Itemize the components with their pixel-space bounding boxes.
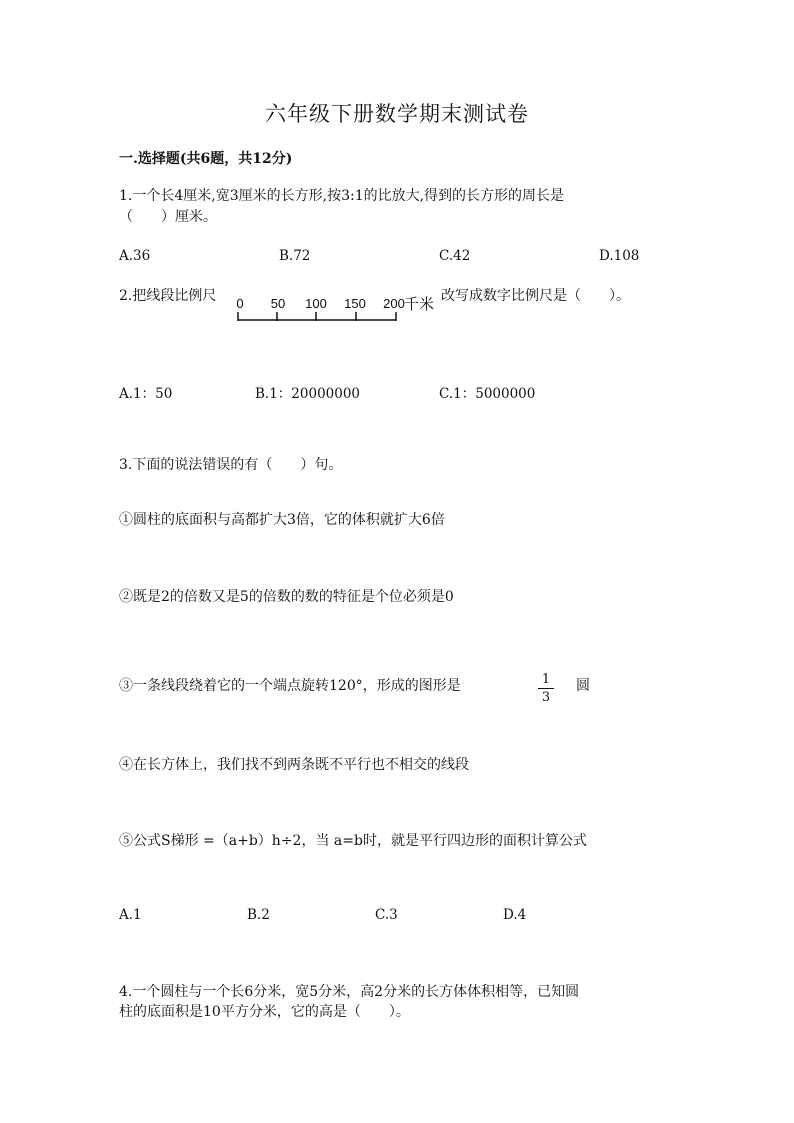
q1-option-d: D.108 bbox=[599, 248, 640, 264]
scale-label-0: 0 bbox=[236, 296, 244, 311]
statement-5: ⑤公式S梯形 =（a+b）h÷2，当 a=b时，就是平行四边形的面积计算公式 bbox=[119, 833, 587, 849]
scale-label-200: 200 bbox=[383, 296, 405, 311]
question-4-line-1: 4.一个圆柱与一个长6分米，宽5分米，高2分米的长方体体积相等，已知圆 bbox=[119, 984, 580, 1000]
question-1-line-2: （ ）厘米。 bbox=[119, 209, 217, 225]
q3-option-c: C.3 bbox=[375, 907, 398, 923]
q3-option-b: B.2 bbox=[247, 907, 270, 923]
scale-label-100: 100 bbox=[305, 296, 327, 311]
question-2-suffix: 改写成数字比例尺是（ ）。 bbox=[441, 288, 630, 304]
question-4-line-2: 柱的底面积是10平方分米，它的高是（ ）。 bbox=[119, 1004, 410, 1020]
q2-option-c: C.1：5000000 bbox=[439, 386, 536, 402]
section-heading: 一.选择题(共6题，共12分) bbox=[119, 151, 293, 167]
question-3-stem: 3.下面的说法错误的有（ ）句。 bbox=[119, 457, 343, 473]
fraction-bar bbox=[538, 688, 554, 689]
q3-option-d: D.4 bbox=[503, 907, 527, 923]
line-scale-diagram bbox=[234, 292, 446, 326]
q1-option-c: C.42 bbox=[439, 248, 471, 264]
scale-unit: 千米 bbox=[404, 296, 435, 313]
q2-option-b: B.1：20000000 bbox=[255, 386, 361, 402]
statement-1: ①圆柱的底面积与高都扩大3倍，它的体积就扩大6倍 bbox=[119, 512, 445, 528]
q3-option-a: A.1 bbox=[119, 907, 142, 923]
question-1-line-1: 1.一个长4厘米,宽3厘米的长方形,按3:1的比放大,得到的长方形的周长是 bbox=[119, 188, 565, 204]
scale-label-50: 50 bbox=[270, 296, 286, 311]
statement-3-end: 圆 bbox=[576, 678, 590, 694]
statement-4: ④在长方体上，我们找不到两条既不平行也不相交的线段 bbox=[119, 757, 469, 773]
q1-option-b: B.72 bbox=[279, 248, 311, 264]
page-title: 六年级下册数学期末测试卷 bbox=[265, 102, 529, 126]
scale-bar bbox=[238, 312, 396, 321]
question-2-prefix: 2.把线段比例尺 bbox=[119, 288, 217, 304]
q1-option-a: A.36 bbox=[119, 248, 151, 264]
fraction-numerator: 1 bbox=[541, 672, 551, 687]
fraction-denominator: 3 bbox=[541, 690, 551, 705]
scale-label-150: 150 bbox=[344, 296, 366, 311]
statement-3: ③一条线段绕着它的一个端点旋转120°，形成的图形是 bbox=[119, 678, 461, 694]
fraction-one-third bbox=[538, 672, 554, 705]
statement-2: ②既是2的倍数又是5的倍数的数的特征是个位必须是0 bbox=[119, 589, 454, 605]
q2-option-a: A.1：50 bbox=[119, 386, 173, 402]
